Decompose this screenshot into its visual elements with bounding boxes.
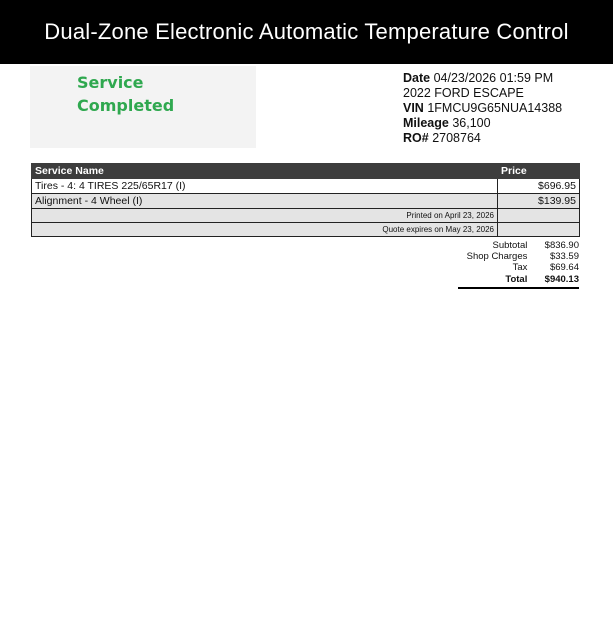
date-label: Date [403, 71, 431, 85]
total-value: $940.13 [544, 274, 579, 285]
shop-charges-row [458, 251, 579, 262]
table-row [32, 194, 580, 209]
mileage-line [403, 116, 562, 131]
printed-date: Printed on April 23, 2026 [32, 209, 498, 223]
expires-row [32, 223, 580, 237]
shop-charges-value: $33.59 [549, 251, 579, 262]
date-line [403, 71, 562, 86]
subtotal-row [458, 240, 579, 251]
expires-empty-cell [498, 223, 580, 237]
table-header-row [32, 164, 580, 179]
subtotal-value: $836.90 [544, 240, 579, 251]
ro-line [403, 131, 562, 146]
tax-row [458, 262, 579, 273]
printed-row [32, 209, 580, 223]
service-name-cell: Alignment - 4 Wheel (I) [32, 194, 498, 209]
vehicle-info [403, 71, 562, 146]
price-header: Price [498, 164, 580, 179]
vin-line [403, 101, 562, 116]
subtotal-label: Subtotal [492, 240, 528, 251]
table-row [32, 179, 580, 194]
mileage-label: Mileage [403, 116, 449, 130]
stamp-line-1: Service [77, 73, 144, 92]
total-row [458, 274, 579, 289]
mileage-value: 36,100 [452, 116, 491, 130]
printed-empty-cell [498, 209, 580, 223]
totals-block [458, 240, 579, 289]
total-label: Total [505, 274, 528, 285]
vin-label: VIN [403, 101, 424, 115]
shop-charges-label: Shop Charges [466, 251, 528, 262]
date-value: 04/23/2026 01:59 PM [433, 71, 554, 85]
vehicle-model: 2022 FORD ESCAPE [403, 86, 524, 100]
ro-value: 2708764 [432, 131, 481, 145]
quote-expiry: Quote expires on May 23, 2026 [32, 223, 498, 237]
tax-label: Tax [512, 262, 528, 273]
page-title: Dual-Zone Electronic Automatic Temperature Control [44, 19, 569, 44]
stamp-line-2: Completed [77, 96, 175, 115]
service-name-cell: Tires - 4: 4 TIRES 225/65R17 (I) [32, 179, 498, 194]
page-title-bar [0, 0, 613, 64]
service-completed-stamp [30, 66, 256, 148]
vin-value: 1FMCU9G65NUA14388 [427, 101, 563, 115]
price-cell: $696.95 [498, 179, 580, 194]
tax-value: $69.64 [549, 262, 579, 273]
ro-label: RO# [403, 131, 429, 145]
service-name-header: Service Name [32, 164, 498, 179]
price-cell: $139.95 [498, 194, 580, 209]
services-table [31, 163, 580, 237]
